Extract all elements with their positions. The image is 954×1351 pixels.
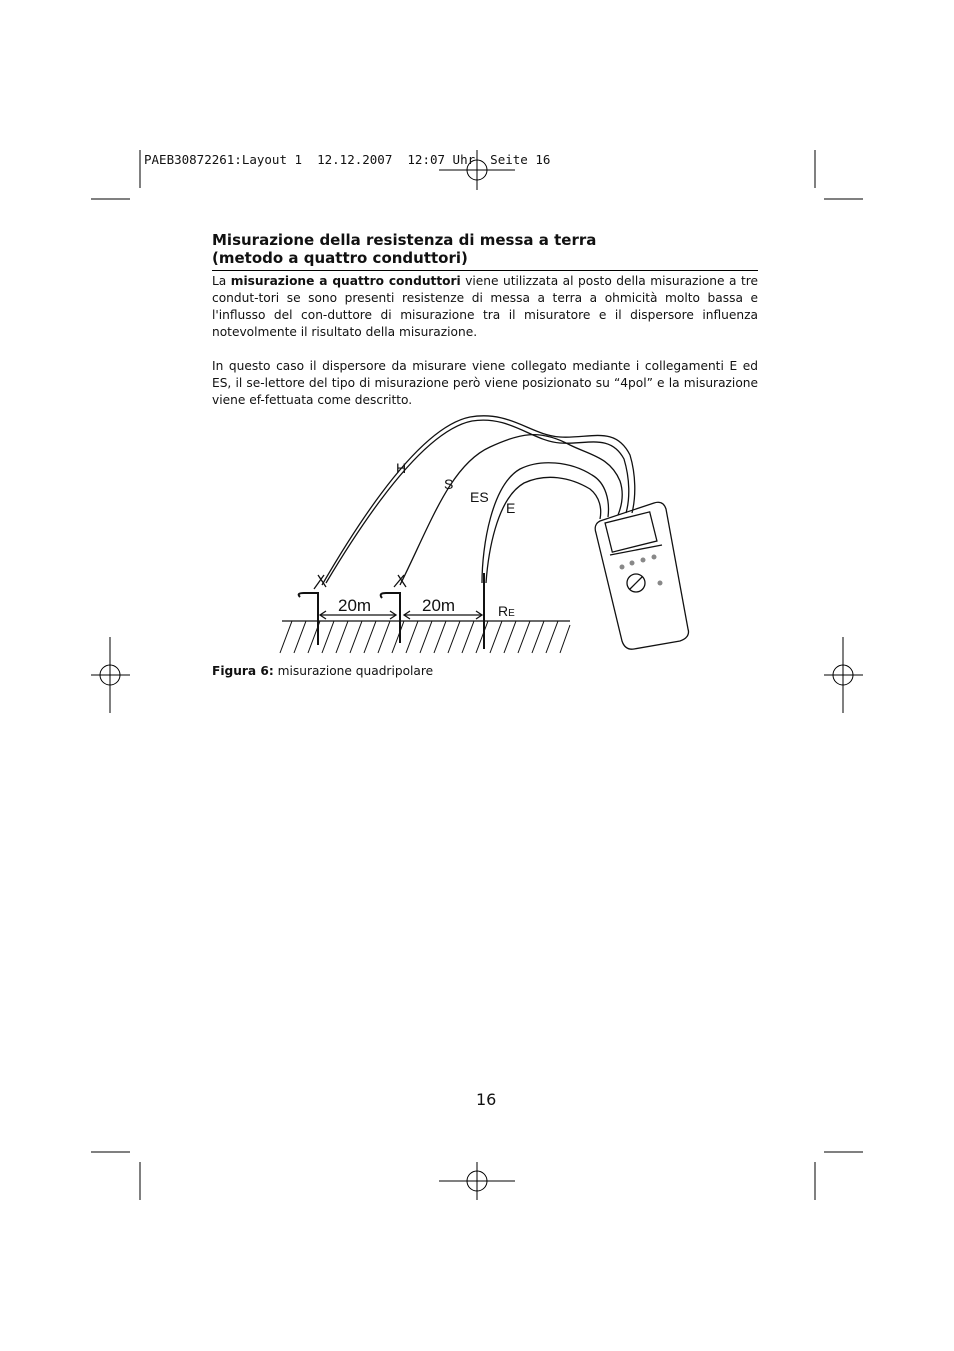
re-label: RE (498, 603, 515, 619)
ground-hatching (280, 621, 570, 653)
para1-rest: viene utilizzata al posto della misurazione a tre condut-tori se sono presenti resistenze di messa a terra a ohmicità molto bassa e l'influsso del con-duttore di misurazione tra il misuratore e il dispersore influenza notevolmente il risultato della misurazione. (212, 274, 758, 340)
distance-label-2: 20m (422, 596, 456, 615)
label-s: S (444, 476, 454, 492)
label-e: E (506, 500, 516, 516)
para1-prefix: La (212, 274, 231, 288)
distance-label-1: 20m (338, 596, 372, 615)
title-line-2: (metodo a quattro conduttori) (212, 249, 468, 267)
figure-caption (212, 664, 433, 678)
four-pole-diagram (270, 405, 700, 657)
spike-h (299, 593, 318, 645)
paragraph-2: In questo caso il dispersore da misurare viene collegato mediante i collegamenti E ed ES, il se-lettore del tipo di misurazione però viene posizionato su “4pol” e la misurazione viene ef-fettuata come descritto. (212, 359, 758, 408)
cable-e (486, 477, 601, 583)
page-number: 16 (476, 1090, 497, 1109)
para1-bold: misurazione a quattro conduttori (230, 274, 461, 288)
paragraph-1 (212, 273, 758, 341)
meter-display (605, 512, 657, 552)
caption-text: misurazione quadripolare (273, 664, 434, 678)
title-line-1: Misurazione della resistenza di messa a terra (212, 231, 597, 249)
label-es: ES (470, 489, 489, 505)
section-title (212, 231, 758, 271)
caption-label: Figura 6: (212, 664, 274, 678)
label-h: H (396, 460, 407, 476)
cable-es (482, 463, 608, 583)
print-slug: PAEB30872261:Layout 1 12.12.2007 12:07 Uhr Seite 16 (144, 152, 551, 167)
